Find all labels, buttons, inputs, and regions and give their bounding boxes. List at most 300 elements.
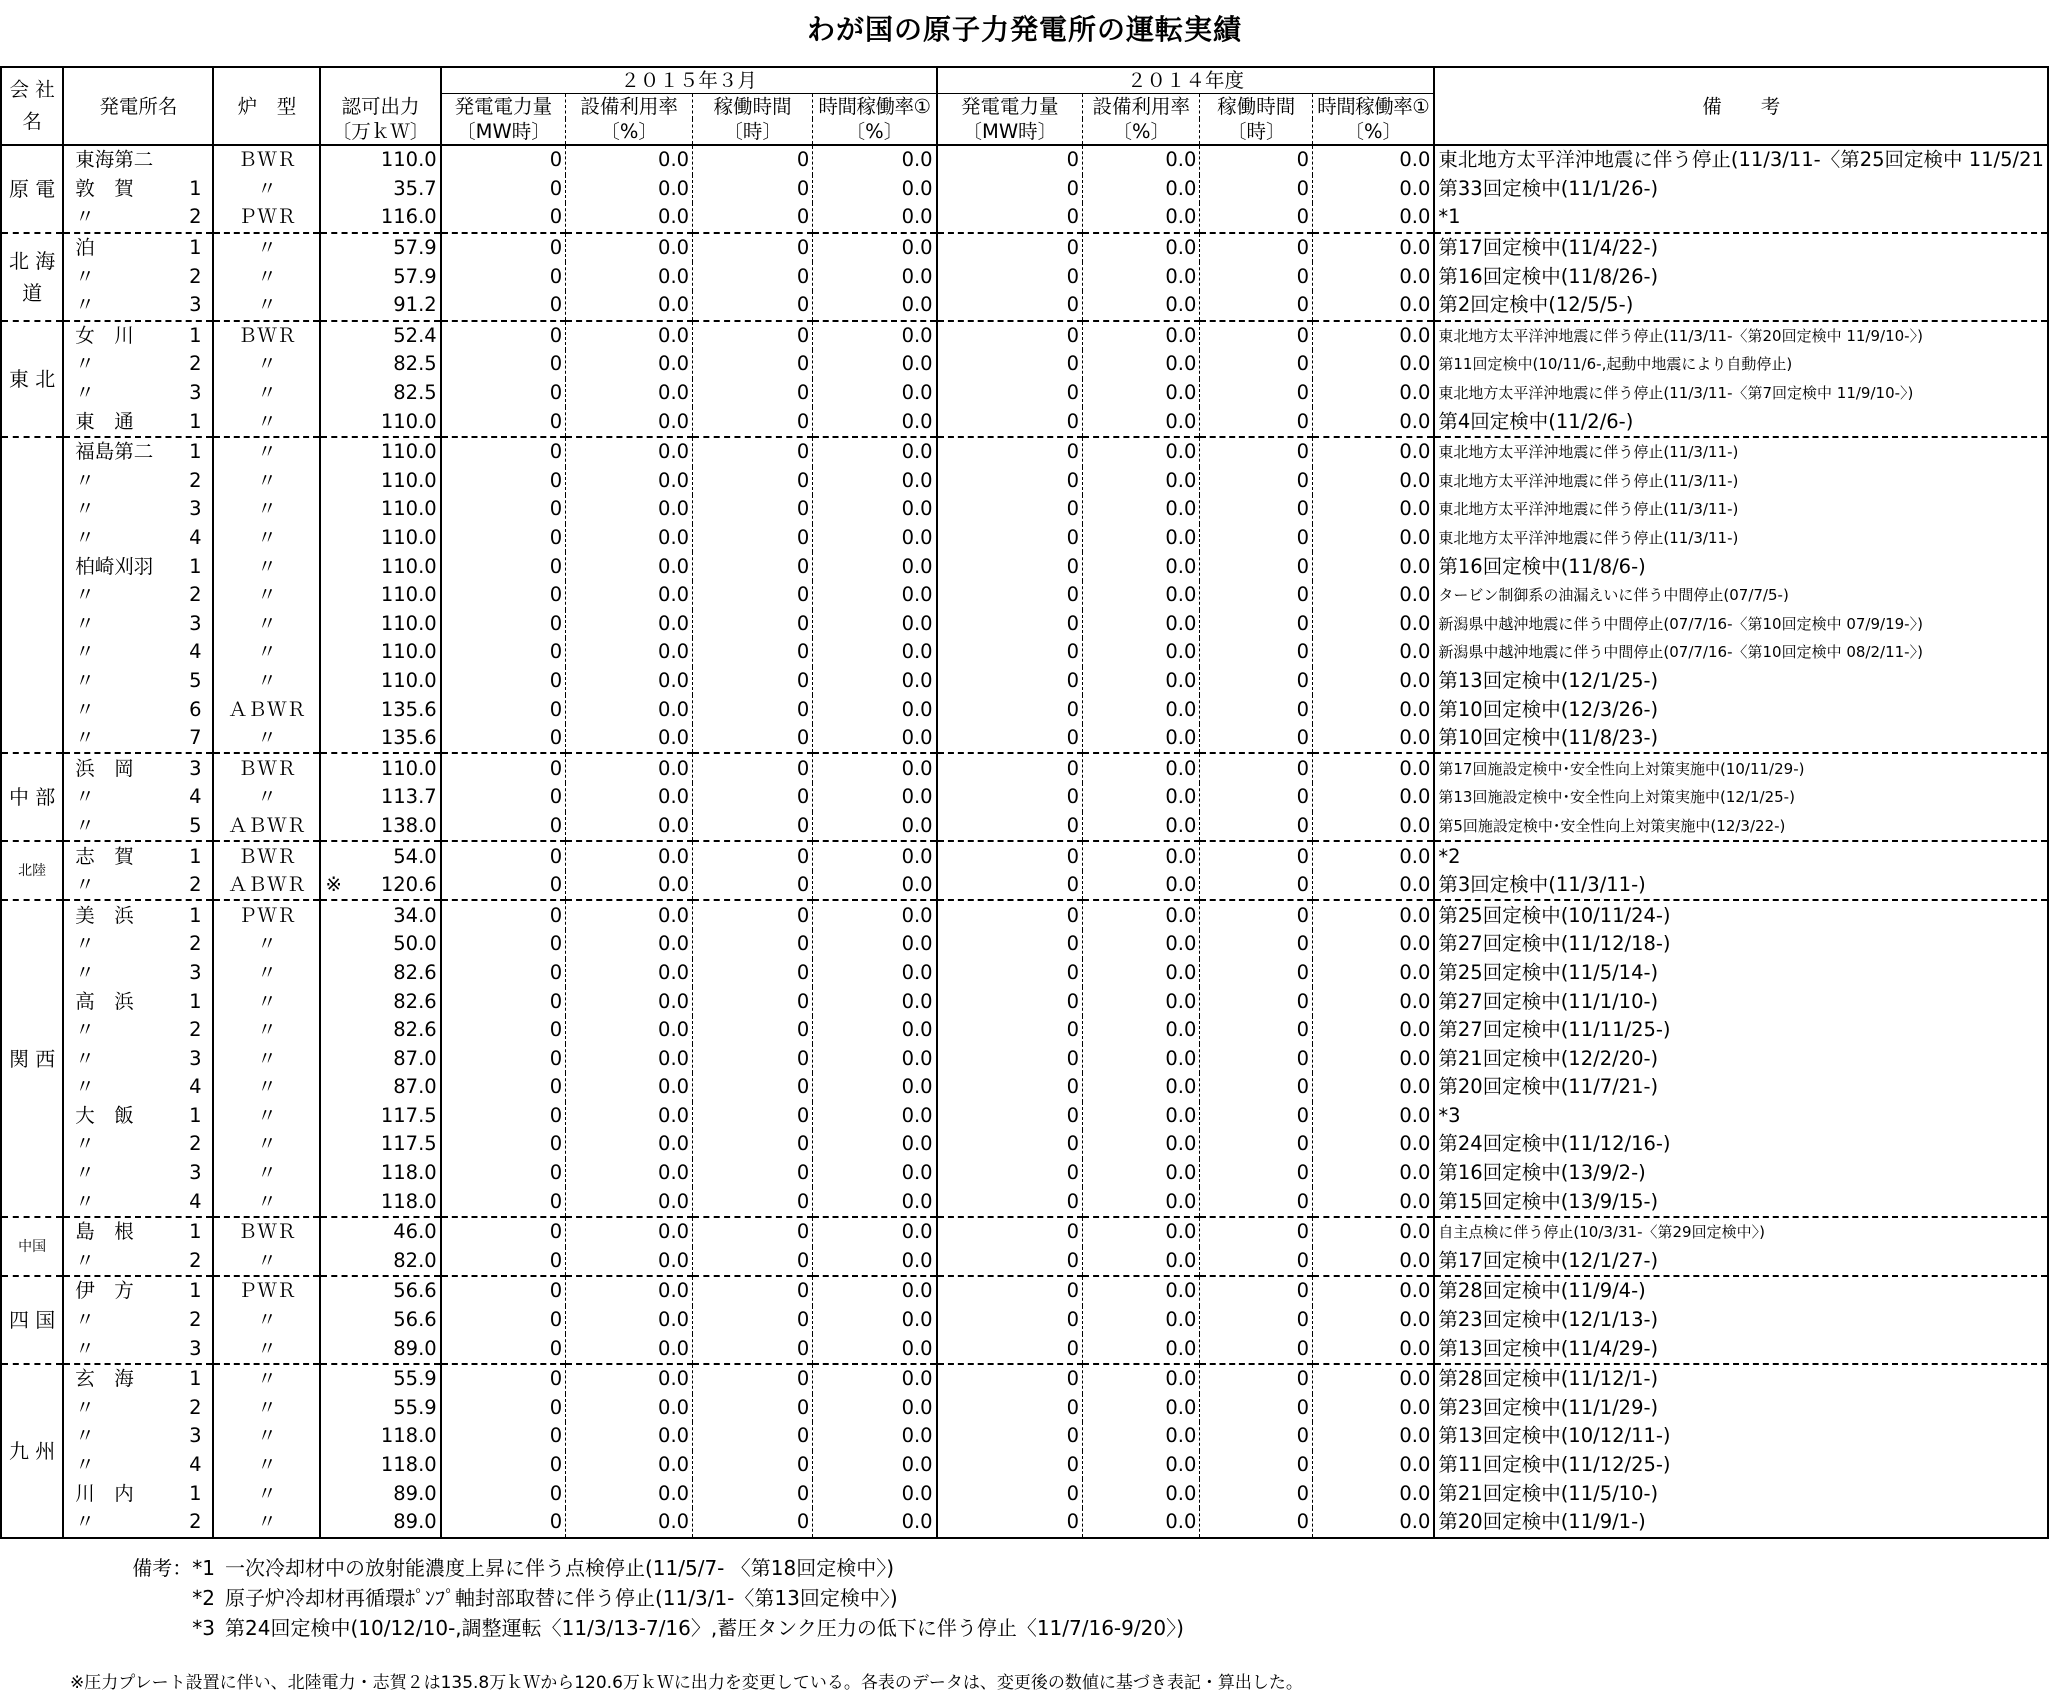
capacity-cell bbox=[320, 350, 440, 379]
hours-fy: 0 bbox=[1200, 1394, 1313, 1423]
hratio-fy: 0.0 bbox=[1313, 1073, 1435, 1102]
table-row bbox=[1, 379, 2048, 408]
remarks-cell: 東北地方太平洋沖地震に伴う停止(11/3/11-) bbox=[1434, 524, 2048, 553]
util-fy: 0.0 bbox=[1083, 1508, 1200, 1538]
util-march: 0.0 bbox=[566, 1306, 693, 1335]
util-march: 0.0 bbox=[566, 1451, 693, 1480]
plant-cell bbox=[63, 841, 213, 871]
power-march: 0 bbox=[441, 1159, 566, 1188]
power-march: 0 bbox=[441, 695, 566, 724]
unit-number: 2 bbox=[189, 205, 202, 229]
hratio-fy: 0.0 bbox=[1313, 495, 1435, 524]
power-march: 0 bbox=[441, 667, 566, 696]
plant-cell bbox=[63, 987, 213, 1016]
power-march: 0 bbox=[441, 1334, 566, 1364]
table-row bbox=[1, 233, 2048, 263]
company-cell: 北陸 bbox=[1, 841, 63, 900]
remarks-cell: 第13回定検中(11/4/29-) bbox=[1434, 1334, 2048, 1364]
hours-march: 0 bbox=[693, 437, 813, 467]
util-fy: 0.0 bbox=[1083, 581, 1200, 610]
plant-cell bbox=[63, 1479, 213, 1508]
header-period-fy: ２０１４年度 bbox=[937, 67, 1435, 94]
util-march: 0.0 bbox=[566, 350, 693, 379]
power-march: 0 bbox=[441, 1044, 566, 1073]
plant-name: 東 通 bbox=[75, 409, 134, 433]
hours-fy: 0 bbox=[1200, 1044, 1313, 1073]
hratio-fy: 0.0 bbox=[1313, 1247, 1435, 1277]
remarks-cell: 東北地方太平洋沖地震に伴う停止(11/3/11-) bbox=[1434, 495, 2048, 524]
reactor-type: ＢＷＲ bbox=[213, 321, 320, 351]
plant-cell bbox=[63, 812, 213, 842]
util-fy: 0.0 bbox=[1083, 1479, 1200, 1508]
util-fy: 0.0 bbox=[1083, 900, 1200, 930]
plant-cell bbox=[63, 1073, 213, 1102]
plant-name: 志 賀 bbox=[75, 844, 134, 868]
power-fy: 0 bbox=[937, 1394, 1083, 1423]
hratio-fy: 0.0 bbox=[1313, 1334, 1435, 1364]
table-row bbox=[1, 1044, 2048, 1073]
power-march: 0 bbox=[441, 552, 566, 581]
hours-march: 0 bbox=[693, 1247, 813, 1277]
hours-march: 0 bbox=[693, 724, 813, 754]
power-fy: 0 bbox=[937, 437, 1083, 467]
reactor-type: 〃 bbox=[213, 1334, 320, 1364]
hours-fy: 0 bbox=[1200, 1073, 1313, 1102]
util-fy: 0.0 bbox=[1083, 783, 1200, 812]
hours-march: 0 bbox=[693, 1044, 813, 1073]
power-fy: 0 bbox=[937, 1422, 1083, 1451]
remarks-cell: 第13回定検中(12/1/25-) bbox=[1434, 667, 2048, 696]
plant-cell bbox=[63, 1187, 213, 1217]
header-power-fy: 発電電力量 bbox=[937, 94, 1083, 120]
power-march: 0 bbox=[441, 524, 566, 553]
util-march: 0.0 bbox=[566, 524, 693, 553]
hours-fy: 0 bbox=[1200, 667, 1313, 696]
capacity-value: 82.0 bbox=[393, 1248, 437, 1272]
plant-name: 〃 bbox=[75, 611, 95, 635]
remarks-cell: *3 bbox=[1434, 1102, 2048, 1131]
capacity-cell bbox=[320, 1276, 440, 1306]
unit-number: 3 bbox=[189, 1424, 202, 1448]
util-march: 0.0 bbox=[566, 175, 693, 204]
reactor-type: 〃 bbox=[213, 175, 320, 204]
remarks-cell: *1 bbox=[1434, 203, 2048, 233]
plant-cell bbox=[63, 1394, 213, 1423]
capacity-cell bbox=[320, 1217, 440, 1247]
power-fy: 0 bbox=[937, 753, 1083, 783]
util-fy: 0.0 bbox=[1083, 871, 1200, 901]
hours-march: 0 bbox=[693, 233, 813, 263]
hratio-march: 0.0 bbox=[813, 262, 937, 291]
table-row bbox=[1, 753, 2048, 783]
util-fy: 0.0 bbox=[1083, 930, 1200, 959]
unit-number: 7 bbox=[189, 726, 202, 750]
power-fy: 0 bbox=[937, 1073, 1083, 1102]
power-march: 0 bbox=[441, 753, 566, 783]
hratio-march: 0.0 bbox=[813, 1044, 937, 1073]
hratio-march: 0.0 bbox=[813, 407, 937, 437]
hours-fy: 0 bbox=[1200, 1306, 1313, 1335]
power-fy: 0 bbox=[937, 1102, 1083, 1131]
table-row bbox=[1, 1217, 2048, 1247]
hratio-fy: 0.0 bbox=[1313, 524, 1435, 553]
note-key: 備考：*1 bbox=[132, 1556, 215, 1580]
capacity-value: 120.6 bbox=[380, 873, 437, 897]
plant-name: 〃 bbox=[75, 205, 95, 229]
power-march: 0 bbox=[441, 1276, 566, 1306]
hours-fy: 0 bbox=[1200, 437, 1313, 467]
power-march: 0 bbox=[441, 900, 566, 930]
hratio-march: 0.0 bbox=[813, 1217, 937, 1247]
reactor-type: 〃 bbox=[213, 724, 320, 754]
unit-number: 1 bbox=[189, 1220, 202, 1244]
util-march: 0.0 bbox=[566, 900, 693, 930]
power-march: 0 bbox=[441, 1187, 566, 1217]
hratio-march: 0.0 bbox=[813, 1187, 937, 1217]
hours-march: 0 bbox=[693, 1364, 813, 1394]
capacity-cell bbox=[320, 871, 440, 901]
hours-fy: 0 bbox=[1200, 610, 1313, 639]
plant-cell bbox=[63, 524, 213, 553]
hratio-fy: 0.0 bbox=[1313, 783, 1435, 812]
remarks-cell: 第27回定検中(11/1/10-) bbox=[1434, 987, 2048, 1016]
header-period-march: ２０１５年３月 bbox=[441, 67, 937, 94]
power-fy: 0 bbox=[937, 1364, 1083, 1394]
hratio-march: 0.0 bbox=[813, 1276, 937, 1306]
power-fy: 0 bbox=[937, 1044, 1083, 1073]
power-march: 0 bbox=[441, 1422, 566, 1451]
plant-name: 〃 bbox=[75, 726, 95, 750]
hours-march: 0 bbox=[693, 638, 813, 667]
capacity-value: 55.9 bbox=[393, 1395, 437, 1419]
hratio-fy: 0.0 bbox=[1313, 667, 1435, 696]
hratio-fy: 0.0 bbox=[1313, 610, 1435, 639]
capacity-cell bbox=[320, 812, 440, 842]
util-march: 0.0 bbox=[566, 841, 693, 871]
remarks-cell: 第11回定検中(11/12/25-) bbox=[1434, 1451, 2048, 1480]
power-fy: 0 bbox=[937, 871, 1083, 901]
reactor-type: 〃 bbox=[213, 783, 320, 812]
power-march: 0 bbox=[441, 812, 566, 842]
util-march: 0.0 bbox=[566, 495, 693, 524]
hratio-march: 0.0 bbox=[813, 581, 937, 610]
hours-march: 0 bbox=[693, 812, 813, 842]
note-key: *3 bbox=[192, 1616, 215, 1640]
hours-fy: 0 bbox=[1200, 1508, 1313, 1538]
capacity-cell bbox=[320, 753, 440, 783]
hratio-fy: 0.0 bbox=[1313, 987, 1435, 1016]
hours-fy: 0 bbox=[1200, 407, 1313, 437]
hours-march: 0 bbox=[693, 841, 813, 871]
hours-march: 0 bbox=[693, 175, 813, 204]
plant-name: 〃 bbox=[75, 1395, 95, 1419]
util-fy: 0.0 bbox=[1083, 1130, 1200, 1159]
hours-fy: 0 bbox=[1200, 930, 1313, 959]
header-remarks: 備 考 bbox=[1434, 67, 2048, 145]
util-march: 0.0 bbox=[566, 233, 693, 263]
capacity-value: 54.0 bbox=[393, 844, 437, 868]
table-row bbox=[1, 783, 2048, 812]
plant-cell bbox=[63, 1159, 213, 1188]
plant-name: 島 根 bbox=[75, 1220, 134, 1244]
util-fy: 0.0 bbox=[1083, 724, 1200, 754]
reactor-type: 〃 bbox=[213, 1187, 320, 1217]
util-fy: 0.0 bbox=[1083, 1276, 1200, 1306]
unit-number: 2 bbox=[189, 932, 202, 956]
reactor-type: 〃 bbox=[213, 610, 320, 639]
util-fy: 0.0 bbox=[1083, 959, 1200, 988]
util-fy: 0.0 bbox=[1083, 1394, 1200, 1423]
reactor-type: ＰＷＲ bbox=[213, 900, 320, 930]
plant-cell bbox=[63, 1247, 213, 1277]
plant-name: 泊 bbox=[75, 236, 95, 260]
header-power-unit-march: 〔MW時〕 bbox=[441, 119, 566, 145]
unit-number: 2 bbox=[189, 1018, 202, 1042]
hours-march: 0 bbox=[693, 987, 813, 1016]
util-fy: 0.0 bbox=[1083, 841, 1200, 871]
power-march: 0 bbox=[441, 1451, 566, 1480]
capacity-value: 46.0 bbox=[393, 1220, 437, 1244]
hratio-fy: 0.0 bbox=[1313, 900, 1435, 930]
remarks-cell: 新潟県中越沖地震に伴う中間停止(07/7/16-〈第10回定検中 07/9/19-〉) bbox=[1434, 610, 2048, 639]
table-row bbox=[1, 1479, 2048, 1508]
hratio-march: 0.0 bbox=[813, 321, 937, 351]
reactor-type: 〃 bbox=[213, 495, 320, 524]
unit-number: 6 bbox=[189, 697, 202, 721]
plant-cell bbox=[63, 667, 213, 696]
remarks-cell: 第21回定検中(12/2/20-) bbox=[1434, 1044, 2048, 1073]
power-fy: 0 bbox=[937, 1130, 1083, 1159]
power-fy: 0 bbox=[937, 233, 1083, 263]
util-fy: 0.0 bbox=[1083, 695, 1200, 724]
util-fy: 0.0 bbox=[1083, 1306, 1200, 1335]
unit-number: 1 bbox=[189, 1481, 202, 1505]
hratio-march: 0.0 bbox=[813, 930, 937, 959]
plant-cell bbox=[63, 1334, 213, 1364]
header-company: 会 社 名 bbox=[1, 67, 63, 145]
capacity-value: 118.0 bbox=[380, 1453, 437, 1477]
power-fy: 0 bbox=[937, 175, 1083, 204]
unit-number: 3 bbox=[189, 611, 202, 635]
hratio-fy: 0.0 bbox=[1313, 1217, 1435, 1247]
plant-cell bbox=[63, 291, 213, 321]
plant-name: 高 浜 bbox=[75, 989, 134, 1013]
power-march: 0 bbox=[441, 871, 566, 901]
hours-fy: 0 bbox=[1200, 1187, 1313, 1217]
unit-number: 4 bbox=[189, 785, 202, 809]
note-2 bbox=[70, 1583, 1184, 1613]
remarks-cell: *2 bbox=[1434, 841, 2048, 871]
plant-cell bbox=[63, 379, 213, 408]
company-cell bbox=[1, 437, 63, 754]
table-row bbox=[1, 841, 2048, 871]
util-march: 0.0 bbox=[566, 667, 693, 696]
capacity-value: 110.0 bbox=[380, 611, 437, 635]
hratio-march: 0.0 bbox=[813, 871, 937, 901]
plant-name: 〃 bbox=[75, 1453, 95, 1477]
plant-name: 〃 bbox=[75, 1510, 95, 1534]
capacity-value: 110.0 bbox=[380, 640, 437, 664]
hratio-fy: 0.0 bbox=[1313, 437, 1435, 467]
util-march: 0.0 bbox=[566, 1187, 693, 1217]
capacity-cell bbox=[320, 1508, 440, 1538]
hratio-fy: 0.0 bbox=[1313, 321, 1435, 351]
hours-march: 0 bbox=[693, 753, 813, 783]
reactor-type: ＡＢＷＲ bbox=[213, 871, 320, 901]
capacity-value: 113.7 bbox=[380, 785, 437, 809]
hratio-march: 0.0 bbox=[813, 1334, 937, 1364]
header-hratio-march: 時間稼働率① bbox=[813, 94, 937, 120]
util-march: 0.0 bbox=[566, 1508, 693, 1538]
reactor-type: 〃 bbox=[213, 1306, 320, 1335]
capacity-cell bbox=[320, 1102, 440, 1131]
capacity-value: 110.0 bbox=[380, 756, 437, 780]
util-fy: 0.0 bbox=[1083, 1451, 1200, 1480]
hratio-fy: 0.0 bbox=[1313, 407, 1435, 437]
util-fy: 0.0 bbox=[1083, 233, 1200, 263]
plant-name: 〃 bbox=[75, 1075, 95, 1099]
power-march: 0 bbox=[441, 1130, 566, 1159]
header-util-march: 設備利用率 bbox=[566, 94, 693, 120]
plant-name: 敦 賀 bbox=[75, 176, 134, 200]
capacity-value: 110.0 bbox=[380, 554, 437, 578]
util-march: 0.0 bbox=[566, 695, 693, 724]
hours-march: 0 bbox=[693, 1102, 813, 1131]
reactor-type: ＢＷＲ bbox=[213, 753, 320, 783]
unit-number: 3 bbox=[189, 756, 202, 780]
hratio-fy: 0.0 bbox=[1313, 1159, 1435, 1188]
power-fy: 0 bbox=[937, 321, 1083, 351]
unit-number: 1 bbox=[189, 176, 202, 200]
hours-fy: 0 bbox=[1200, 1217, 1313, 1247]
util-fy: 0.0 bbox=[1083, 753, 1200, 783]
reactor-type: 〃 bbox=[213, 638, 320, 667]
table-row bbox=[1, 467, 2048, 496]
reactor-type: 〃 bbox=[213, 524, 320, 553]
plant-name: 〃 bbox=[75, 1161, 95, 1185]
header-reactor: 炉 型 bbox=[213, 67, 320, 145]
plant-name: 〃 bbox=[75, 1336, 95, 1360]
remarks-cell: 第13回定検中(10/12/11-) bbox=[1434, 1422, 2048, 1451]
plant-name: 〃 bbox=[75, 697, 95, 721]
reactor-type: 〃 bbox=[213, 437, 320, 467]
power-fy: 0 bbox=[937, 379, 1083, 408]
plant-cell bbox=[63, 552, 213, 581]
hours-march: 0 bbox=[693, 900, 813, 930]
hratio-fy: 0.0 bbox=[1313, 379, 1435, 408]
plant-name: 〃 bbox=[75, 497, 95, 521]
plant-cell bbox=[63, 900, 213, 930]
hours-march: 0 bbox=[693, 1073, 813, 1102]
table-row bbox=[1, 1451, 2048, 1480]
unit-number: 1 bbox=[189, 440, 202, 464]
capacity-cell bbox=[320, 1422, 440, 1451]
hratio-march: 0.0 bbox=[813, 437, 937, 467]
util-march: 0.0 bbox=[566, 1276, 693, 1306]
util-march: 0.0 bbox=[566, 987, 693, 1016]
plant-name: 〃 bbox=[75, 468, 95, 492]
unit-number: 3 bbox=[189, 960, 202, 984]
remarks-cell: 第15回定検中(13/9/15-) bbox=[1434, 1187, 2048, 1217]
hours-march: 0 bbox=[693, 695, 813, 724]
plant-name: 福島第二 bbox=[75, 440, 154, 464]
reactor-type: ＡＢＷＲ bbox=[213, 812, 320, 842]
util-fy: 0.0 bbox=[1083, 1422, 1200, 1451]
header-capacity: 認可出力 bbox=[320, 67, 440, 119]
reactor-type: 〃 bbox=[213, 233, 320, 263]
plant-name: 玄 海 bbox=[75, 1367, 134, 1391]
util-fy: 0.0 bbox=[1083, 495, 1200, 524]
power-fy: 0 bbox=[937, 581, 1083, 610]
table-row bbox=[1, 552, 2048, 581]
hratio-fy: 0.0 bbox=[1313, 724, 1435, 754]
hratio-march: 0.0 bbox=[813, 667, 937, 696]
util-march: 0.0 bbox=[566, 552, 693, 581]
company-cell: 中 部 bbox=[1, 753, 63, 841]
capacity-cell bbox=[320, 1130, 440, 1159]
reactor-type: 〃 bbox=[213, 350, 320, 379]
util-march: 0.0 bbox=[566, 610, 693, 639]
company-cell: 九 州 bbox=[1, 1364, 63, 1538]
remarks-cell: 第24回定検中(11/12/16-) bbox=[1434, 1130, 2048, 1159]
power-fy: 0 bbox=[937, 145, 1083, 175]
power-march: 0 bbox=[441, 437, 566, 467]
plant-name: 〃 bbox=[75, 381, 95, 405]
reactor-type: 〃 bbox=[213, 467, 320, 496]
power-fy: 0 bbox=[937, 1451, 1083, 1480]
capacity-cell bbox=[320, 1044, 440, 1073]
unit-number: 4 bbox=[189, 526, 202, 550]
plant-name: 大 飯 bbox=[75, 1103, 134, 1127]
header-plant: 発電所名 bbox=[63, 67, 213, 145]
power-march: 0 bbox=[441, 1394, 566, 1423]
hours-march: 0 bbox=[693, 350, 813, 379]
util-march: 0.0 bbox=[566, 1364, 693, 1394]
util-fy: 0.0 bbox=[1083, 610, 1200, 639]
plant-name: 川 内 bbox=[75, 1481, 134, 1505]
reactor-type: 〃 bbox=[213, 1247, 320, 1277]
table-row bbox=[1, 959, 2048, 988]
capacity-value: 110.0 bbox=[380, 668, 437, 692]
capacity-cell bbox=[320, 233, 440, 263]
util-fy: 0.0 bbox=[1083, 552, 1200, 581]
capacity-value: 110.0 bbox=[380, 497, 437, 521]
table-row bbox=[1, 524, 2048, 553]
remarks-cell: 第25回定検中(11/5/14-) bbox=[1434, 959, 2048, 988]
hours-fy: 0 bbox=[1200, 291, 1313, 321]
capacity-value: 52.4 bbox=[393, 323, 437, 347]
header-power-unit-fy: 〔MW時〕 bbox=[937, 119, 1083, 145]
power-march: 0 bbox=[441, 321, 566, 351]
hours-fy: 0 bbox=[1200, 959, 1313, 988]
capacity-cell bbox=[320, 495, 440, 524]
power-fy: 0 bbox=[937, 930, 1083, 959]
hours-fy: 0 bbox=[1200, 321, 1313, 351]
remarks-cell: 第3回定検中(11/3/11-) bbox=[1434, 871, 2048, 901]
hours-fy: 0 bbox=[1200, 145, 1313, 175]
remarks-cell: 第23回定検中(11/1/29-) bbox=[1434, 1394, 2048, 1423]
table-row bbox=[1, 930, 2048, 959]
unit-number: 4 bbox=[189, 1189, 202, 1213]
util-march: 0.0 bbox=[566, 203, 693, 233]
util-fy: 0.0 bbox=[1083, 1217, 1200, 1247]
plant-name: 〃 bbox=[75, 1189, 95, 1213]
hratio-fy: 0.0 bbox=[1313, 1508, 1435, 1538]
power-march: 0 bbox=[441, 1247, 566, 1277]
util-fy: 0.0 bbox=[1083, 1187, 1200, 1217]
hours-fy: 0 bbox=[1200, 1159, 1313, 1188]
unit-number: 2 bbox=[189, 352, 202, 376]
